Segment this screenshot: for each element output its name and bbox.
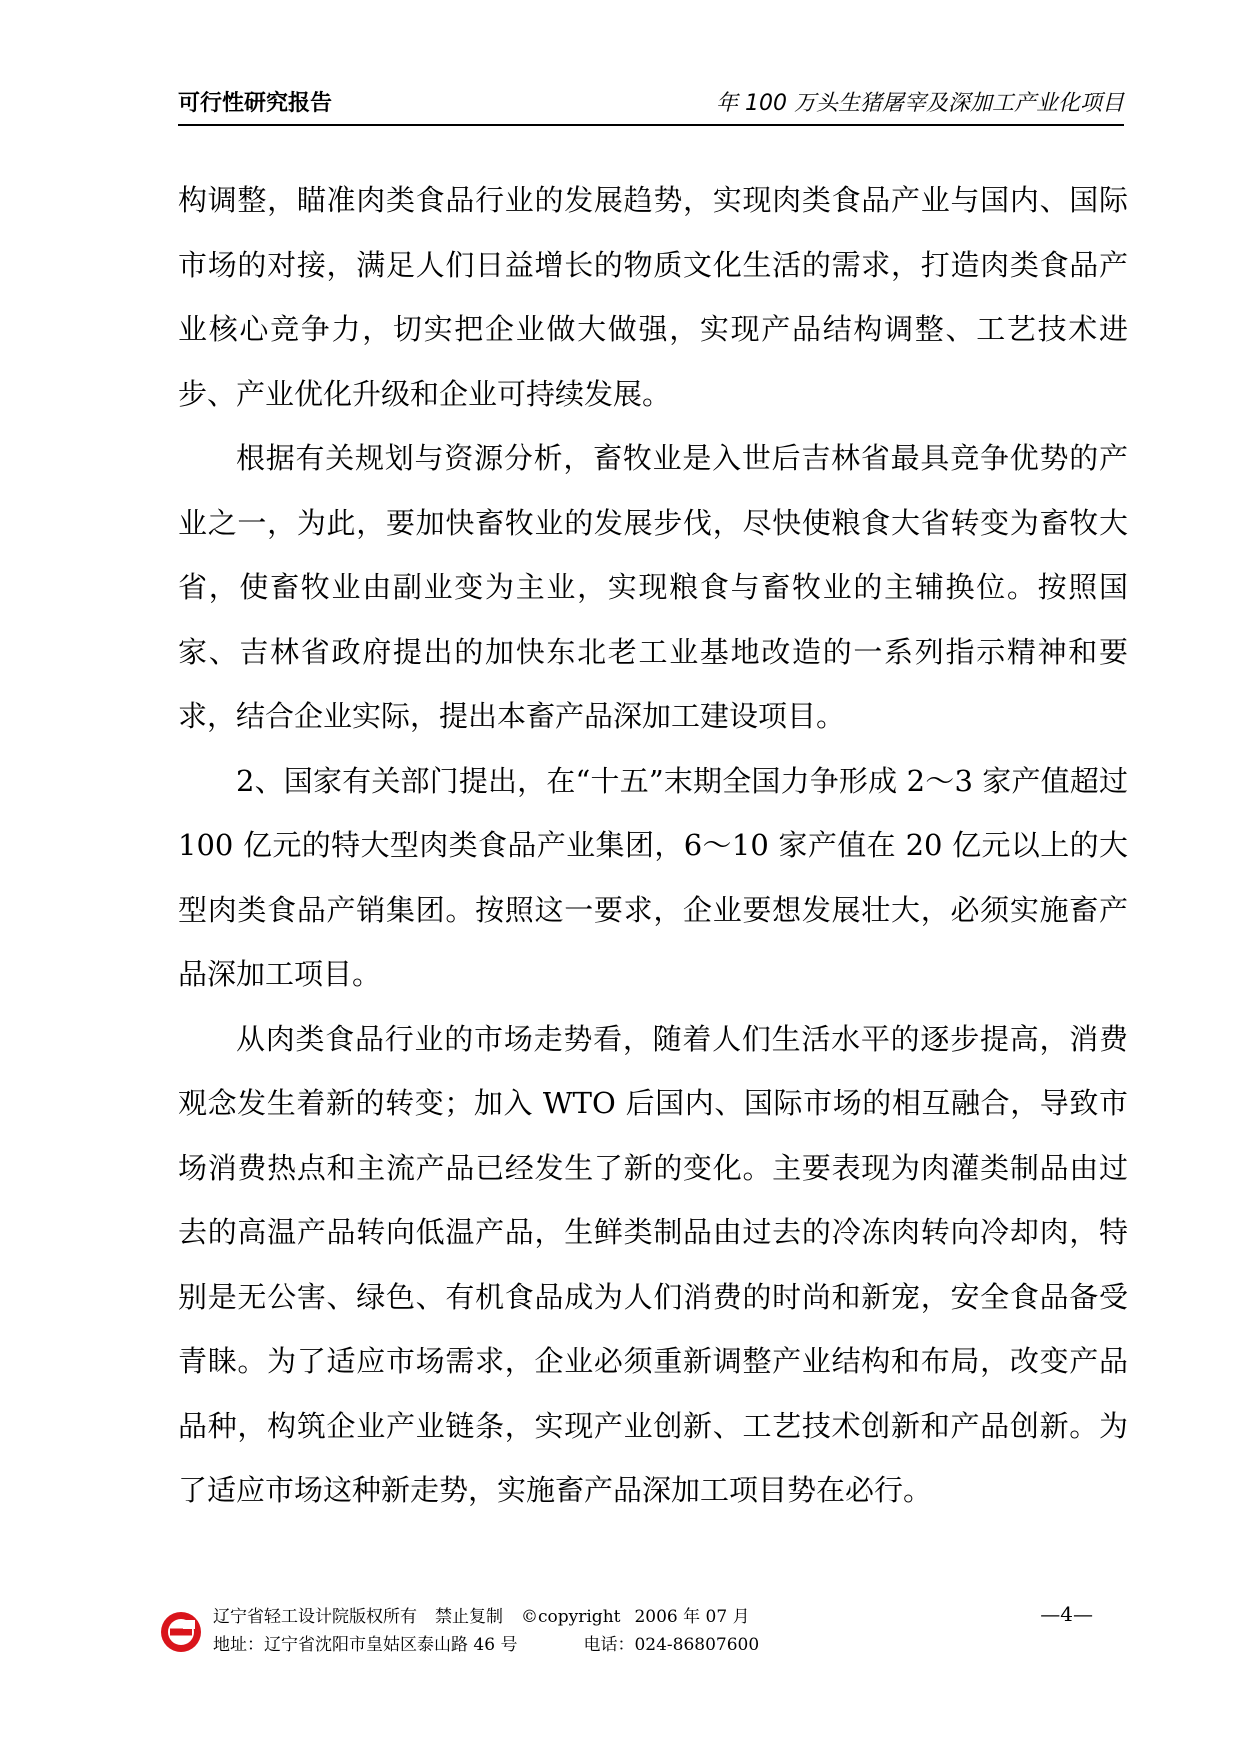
footer-date: 2006 年 07 月 [634,1607,750,1627]
footer-phone: 电话：024-86807600 [583,1635,760,1655]
institute-logo-icon [159,1610,203,1654]
copyright-symbol: © [521,1607,538,1627]
project-title: 年 100 万头生猪屠宰及深加工产业化项目 [716,91,1124,116]
page-number: —4— [1040,1602,1093,1626]
paragraph-4: 从肉类食品行业的市场走势看，随着人们生活水平的逐步提高，消费观念发生着新的转变；加入 WTO 后国内、国际市场的相互融合，导致市场消费热点和主流产品已经发生了新的变化。主要表现为肉灌类制品由过去的高温产品转向低温产品，生鲜类制品由过去的冷冻肉转向冷却肉，特别是无公害、绿色、有机食品成为人们消费的时尚和新宠，安全食品备受青睐。为了适应市场需求，企业必须重新调整产业结构和布局，改变产品品种，构筑企业产业链条，实现产业创新、工艺技术创新和产品创新。为了适应市场这种新走势，实施畜产品深加工项目势在必行。 [178,1021,1128,1507]
footer-copyright-line [213,1602,750,1627]
copyright-word: copyright [538,1607,621,1627]
body-text [178,168,1128,1523]
report-type-title: 可行性研究报告 [178,91,333,116]
footer-contact-line [213,1630,759,1655]
paragraph-1: 构调整，瞄准肉类食品行业的发展趋势，实现肉类食品产业与国内、国际市场的对接，满足人们日益增长的物质文化生活的需求，打造肉类食品产业核心竞争力，切实把企业做大做强，实现产品结构调整、工艺技术进步、产业优化升级和企业可持续发展。 [178,183,1128,411]
copyright-owner: 辽宁省轻工设计院版权所有 [213,1607,417,1627]
footer-address: 地址：辽宁省沈阳市皇姑区泰山路 46 号 [213,1635,518,1655]
page-header [178,84,1124,126]
page-footer [155,1600,1125,1660]
no-copy-notice: 禁止复制 [435,1607,503,1627]
paragraph-2: 根据有关规划与资源分析，畜牧业是入世后吉林省最具竞争优势的产业之一，为此，要加快畜牧业的发展步伐，尽快使粮食大省转变为畜牧大省，使畜牧业由副业变为主业，实现粮食与畜牧业的主辅换位。按照国家、吉林省政府提出的加快东北老工业基地改造的一系列指示精神和要求，结合企业实际，提出本畜产品深加工建设项目。 [178,441,1128,733]
paragraph-3: 2、国家有关部门提出，在“十五”末期全国力争形成 2～3 家产值超过 100 亿元的特大型肉类食品产业集团，6～10 家产值在 20 亿元以上的大型肉类食品产销集团。按照这一要求，企业要想发展壮大，必须实施畜产品深加工项目。 [178,763,1128,991]
